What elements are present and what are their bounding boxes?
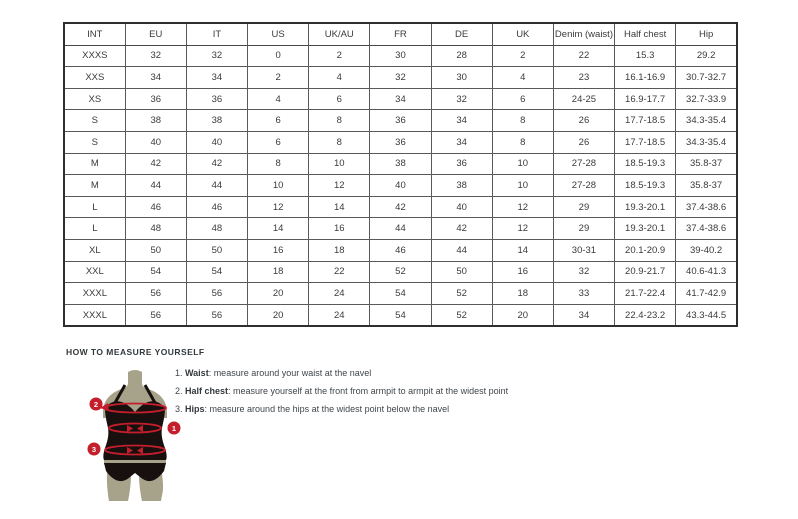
size-value-cell: 10: [492, 175, 553, 197]
column-header: EU: [125, 23, 186, 45]
column-header: DE: [431, 23, 492, 45]
size-value-cell: 6: [248, 131, 309, 153]
size-value-cell: 20: [492, 304, 553, 326]
size-value-cell: 30: [431, 67, 492, 89]
size-value-cell: 2: [309, 45, 370, 67]
size-value-cell: 56: [125, 283, 186, 305]
size-value-cell: 35.8-37: [676, 175, 737, 197]
size-value-cell: 52: [431, 304, 492, 326]
size-value-cell: 42: [186, 153, 247, 175]
size-value-cell: 30.7-32.7: [676, 67, 737, 89]
size-value-cell: 33: [553, 283, 614, 305]
size-value-cell: 30-31: [553, 239, 614, 261]
column-header: Denim (waist): [553, 23, 614, 45]
column-header: Half chest: [615, 23, 676, 45]
size-value-cell: 56: [186, 304, 247, 326]
size-value-cell: 19.3-20.1: [615, 218, 676, 240]
size-value-cell: 37.4-38.6: [676, 218, 737, 240]
size-label-cell: XS: [64, 88, 125, 110]
size-value-cell: 46: [125, 196, 186, 218]
size-value-cell: 8: [492, 131, 553, 153]
size-value-cell: 14: [309, 196, 370, 218]
size-value-cell: 40: [186, 131, 247, 153]
size-value-cell: 52: [370, 261, 431, 283]
measure-figure: [84, 370, 186, 506]
instruction-label: Half chest: [185, 385, 229, 396]
badge-hips: [88, 443, 101, 456]
size-value-cell: 18: [248, 261, 309, 283]
table-row: [64, 283, 737, 305]
size-value-cell: 40: [370, 175, 431, 197]
badge-half-chest-number: 2: [93, 399, 99, 409]
table-row: [64, 67, 737, 89]
size-value-cell: 36: [125, 88, 186, 110]
size-value-cell: 34: [431, 131, 492, 153]
size-value-cell: 22: [553, 45, 614, 67]
size-value-cell: 40.6-41.3: [676, 261, 737, 283]
size-value-cell: 21.7-22.4: [615, 283, 676, 305]
size-value-cell: 44: [186, 175, 247, 197]
size-chart-container: [63, 22, 738, 327]
size-value-cell: 24: [309, 304, 370, 326]
measure-section-heading: HOW TO MEASURE YOURSELF: [66, 347, 205, 357]
size-value-cell: 18.5-19.3: [615, 153, 676, 175]
size-value-cell: 48: [125, 218, 186, 240]
size-label-cell: XXXL: [64, 283, 125, 305]
size-value-cell: 38: [186, 110, 247, 132]
badge-waist-number: 1: [171, 423, 177, 433]
table-row: [64, 239, 737, 261]
size-value-cell: 8: [492, 110, 553, 132]
size-value-cell: 43.3-44.5: [676, 304, 737, 326]
column-header: FR: [370, 23, 431, 45]
size-value-cell: 36: [370, 131, 431, 153]
size-value-cell: 24-25: [553, 88, 614, 110]
size-value-cell: 20: [248, 304, 309, 326]
measure-instructions: [175, 369, 595, 423]
size-value-cell: 40: [125, 131, 186, 153]
size-value-cell: 15.3: [615, 45, 676, 67]
size-value-cell: 40: [431, 196, 492, 218]
size-value-cell: 12: [492, 218, 553, 240]
size-value-cell: 18.5-19.3: [615, 175, 676, 197]
size-value-cell: 32.7-33.9: [676, 88, 737, 110]
size-value-cell: 8: [309, 110, 370, 132]
instruction-number: 2.: [175, 385, 186, 396]
size-value-cell: 12: [248, 196, 309, 218]
size-value-cell: 30: [370, 45, 431, 67]
size-value-cell: 20.9-21.7: [615, 261, 676, 283]
size-value-cell: 54: [370, 283, 431, 305]
size-value-cell: 34.3-35.4: [676, 110, 737, 132]
size-value-cell: 36: [370, 110, 431, 132]
size-value-cell: 4: [248, 88, 309, 110]
size-chart-header: [64, 23, 737, 45]
table-row: [64, 131, 737, 153]
size-value-cell: 32: [186, 45, 247, 67]
size-value-cell: 50: [186, 239, 247, 261]
instruction-text: : measure around your waist at the navel: [208, 368, 372, 378]
size-value-cell: 23: [553, 67, 614, 89]
column-header: UK: [492, 23, 553, 45]
size-value-cell: 22: [309, 261, 370, 283]
size-value-cell: 10: [309, 153, 370, 175]
size-value-cell: 34.3-35.4: [676, 131, 737, 153]
size-value-cell: 16: [309, 218, 370, 240]
size-label-cell: M: [64, 175, 125, 197]
size-value-cell: 14: [248, 218, 309, 240]
size-value-cell: 16.9-17.7: [615, 88, 676, 110]
size-value-cell: 18: [309, 239, 370, 261]
size-label-cell: XXXL: [64, 304, 125, 326]
size-value-cell: 16: [492, 261, 553, 283]
size-value-cell: 17.7-18.5: [615, 131, 676, 153]
size-value-cell: 48: [186, 218, 247, 240]
size-value-cell: 37.4-38.6: [676, 196, 737, 218]
size-value-cell: 34: [186, 67, 247, 89]
size-value-cell: 42: [370, 196, 431, 218]
size-value-cell: 0: [248, 45, 309, 67]
size-label-cell: L: [64, 218, 125, 240]
size-label-cell: M: [64, 153, 125, 175]
size-value-cell: 24: [309, 283, 370, 305]
size-value-cell: 26: [553, 110, 614, 132]
column-header: INT: [64, 23, 125, 45]
instruction-text: : measure yourself at the front from armpit to armpit at the widest point: [228, 385, 509, 396]
table-row: [64, 110, 737, 132]
size-value-cell: 12: [492, 196, 553, 218]
size-value-cell: 44: [125, 175, 186, 197]
size-label-cell: L: [64, 196, 125, 218]
size-value-cell: 4: [309, 67, 370, 89]
table-row: [64, 304, 737, 326]
size-value-cell: 8: [309, 131, 370, 153]
size-value-cell: 38: [125, 110, 186, 132]
column-header: US: [248, 23, 309, 45]
badge-half-chest: [90, 398, 103, 411]
size-value-cell: 35.8-37: [676, 153, 737, 175]
size-value-cell: 42: [431, 218, 492, 240]
size-value-cell: 27-28: [553, 175, 614, 197]
measure-instruction: [175, 387, 595, 397]
size-value-cell: 6: [492, 88, 553, 110]
table-row: [64, 45, 737, 67]
size-value-cell: 38: [370, 153, 431, 175]
size-value-cell: 14: [492, 239, 553, 261]
size-value-cell: 2: [492, 45, 553, 67]
badge-hips-number: 3: [91, 444, 97, 454]
size-value-cell: 19.3-20.1: [615, 196, 676, 218]
size-value-cell: 54: [370, 304, 431, 326]
column-header: IT: [186, 23, 247, 45]
size-value-cell: 32: [370, 67, 431, 89]
size-value-cell: 44: [370, 218, 431, 240]
size-value-cell: 50: [125, 239, 186, 261]
size-value-cell: 18: [492, 283, 553, 305]
size-chart-table: [63, 22, 738, 327]
instruction-text: : measure around the hips at the widest point below the navel: [204, 403, 450, 414]
size-value-cell: 32: [431, 88, 492, 110]
size-value-cell: 29: [553, 218, 614, 240]
size-value-cell: 34: [370, 88, 431, 110]
instruction-number: 3.: [175, 403, 186, 414]
size-value-cell: 34: [125, 67, 186, 89]
size-value-cell: 42: [125, 153, 186, 175]
mannequin-illustration: [84, 370, 186, 506]
size-value-cell: 12: [309, 175, 370, 197]
size-value-cell: 39-40.2: [676, 239, 737, 261]
size-label-cell: XXL: [64, 261, 125, 283]
table-row: [64, 261, 737, 283]
instruction-label: Waist: [185, 368, 209, 378]
size-value-cell: 20: [248, 283, 309, 305]
size-value-cell: 17.7-18.5: [615, 110, 676, 132]
size-label-cell: S: [64, 110, 125, 132]
size-value-cell: 16.1-16.9: [615, 67, 676, 89]
size-value-cell: 29: [553, 196, 614, 218]
size-value-cell: 56: [186, 283, 247, 305]
size-label-cell: S: [64, 131, 125, 153]
size-value-cell: 20.1-20.9: [615, 239, 676, 261]
size-value-cell: 50: [431, 261, 492, 283]
size-value-cell: 8: [248, 153, 309, 175]
table-row: [64, 175, 737, 197]
size-value-cell: 2: [248, 67, 309, 89]
size-value-cell: 46: [370, 239, 431, 261]
table-row: [64, 88, 737, 110]
size-label-cell: XL: [64, 239, 125, 261]
size-value-cell: 56: [125, 304, 186, 326]
size-chart-body: [64, 45, 737, 326]
size-value-cell: 6: [309, 88, 370, 110]
size-value-cell: 54: [125, 261, 186, 283]
size-value-cell: 46: [186, 196, 247, 218]
size-value-cell: 4: [492, 67, 553, 89]
size-value-cell: 10: [492, 153, 553, 175]
size-value-cell: 16: [248, 239, 309, 261]
size-value-cell: 36: [431, 153, 492, 175]
size-value-cell: 10: [248, 175, 309, 197]
column-header: UK/AU: [309, 23, 370, 45]
size-value-cell: 41.7-42.9: [676, 283, 737, 305]
size-label-cell: XXS: [64, 67, 125, 89]
size-value-cell: 32: [125, 45, 186, 67]
size-value-cell: 36: [186, 88, 247, 110]
size-label-cell: XXXS: [64, 45, 125, 67]
size-value-cell: 34: [431, 110, 492, 132]
column-header: Hip: [676, 23, 737, 45]
size-value-cell: 22.4-23.2: [615, 304, 676, 326]
size-value-cell: 54: [186, 261, 247, 283]
table-row: [64, 153, 737, 175]
measure-instruction: [175, 369, 595, 379]
size-value-cell: 34: [553, 304, 614, 326]
size-value-cell: 29.2: [676, 45, 737, 67]
instruction-number: 1.: [175, 368, 186, 378]
table-row: [64, 196, 737, 218]
size-value-cell: 6: [248, 110, 309, 132]
measure-instruction: [175, 405, 595, 415]
size-value-cell: 26: [553, 131, 614, 153]
size-value-cell: 38: [431, 175, 492, 197]
table-row: [64, 218, 737, 240]
instruction-label: Hips: [185, 403, 205, 414]
size-value-cell: 27-28: [553, 153, 614, 175]
badge-waist: [168, 422, 181, 435]
header-row: [64, 23, 737, 45]
size-value-cell: 52: [431, 283, 492, 305]
size-value-cell: 44: [431, 239, 492, 261]
size-value-cell: 32: [553, 261, 614, 283]
size-value-cell: 28: [431, 45, 492, 67]
